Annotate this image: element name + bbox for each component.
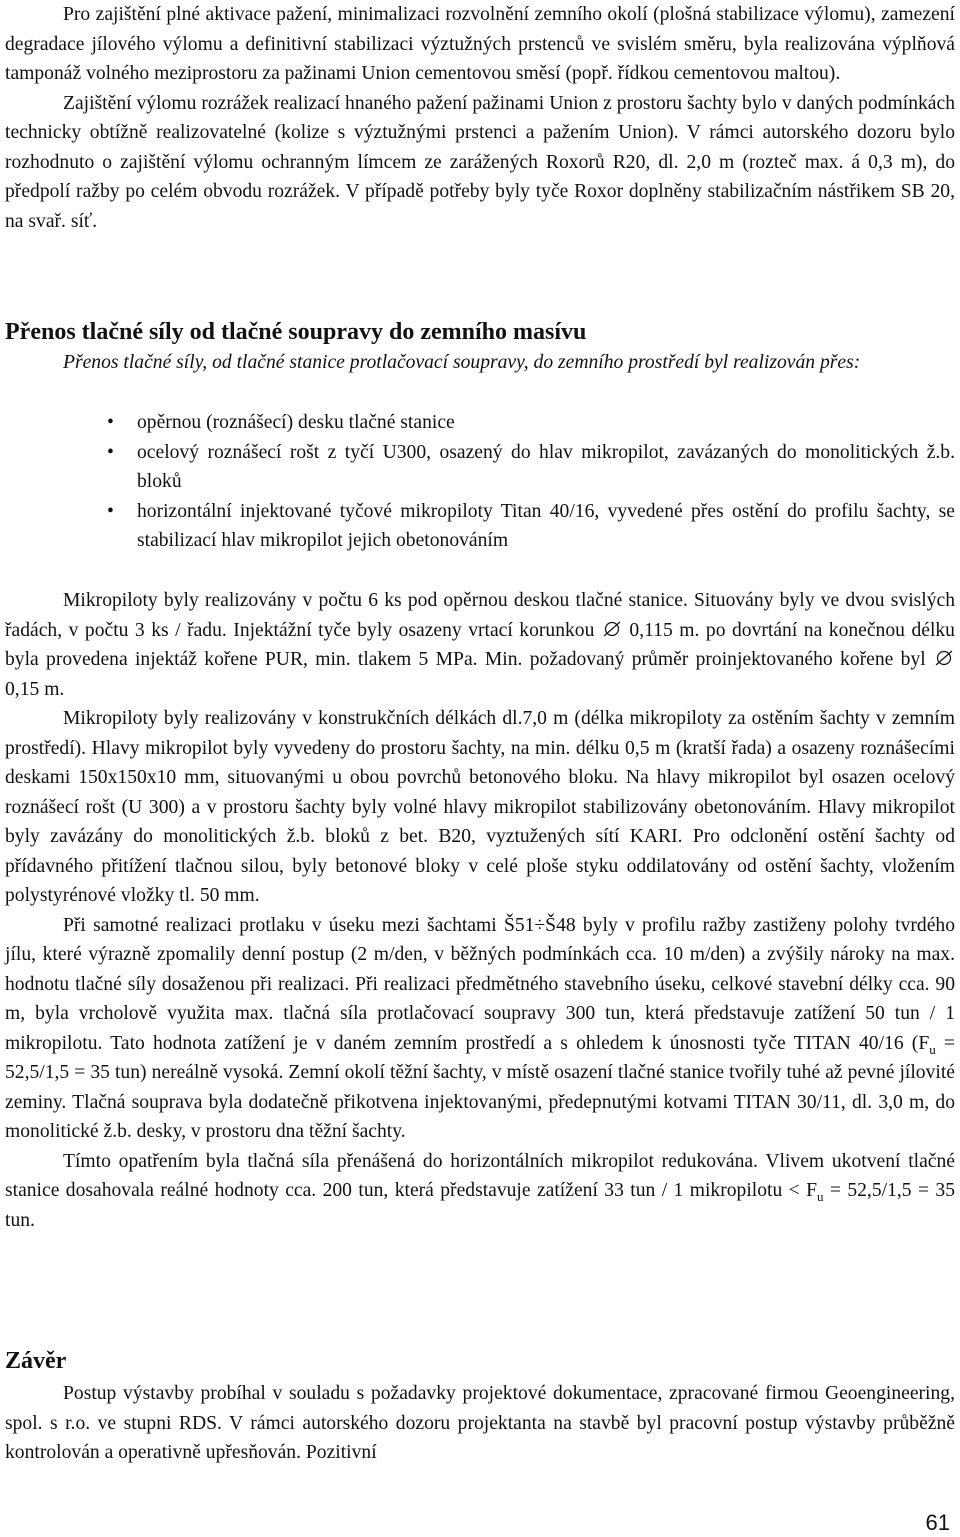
section-intro-text: Přenos tlačné síly, od tlačné stanice protlačovací soupravy, do zemního prostředí byl realizován přes: — [63, 352, 861, 373]
diameter-symbol-icon — [933, 650, 955, 666]
subscript: u — [929, 1041, 936, 1057]
paragraph-tamponaz: Pro zajištění plné aktivace pažení, minimalizaci rozvolnění zemního okolí (plošná stabilizace výlomu), zamezení degradace jílového výlomu a definitivní stabilizaci výztužných prstenců ve svislém směru, byla realizována výplňová tamponáž volného meziprostoru za pažinami Union cementovou směsí (popř. řídkou cementovou maltou). — [5, 4, 955, 84]
intro-text-block — [5, 0, 955, 236]
list-item-text: ocelový roznášecí rošt z tyčí U300, osazený do hlav mikropilot, zavázaných do monolitických ž.b. bloků — [137, 441, 955, 492]
paragraph-text: Při samotné realizaci protlaku v úseku mezi šachtami Š51÷Š48 byly v profilu ražby zastiženy polohy tvrdého jílu, které výrazně zpomalily denní postup (2 m/den, v běžných podmínkách cca. 10 m/den) a zvýšily nároky na max. hodnotu tlačné síly dosaženou při realizaci. Při realizaci předmětného stavebního úseku, celkové stavební délky cca. 90 m, byla vrcholově využita max. tlačná síla protlačovací soupravy 300 tun, která představuje zatížení 50 tun / 1 mikropilotu. Tato hodnota zatížení je v daném zemním prostředí a s ohledem k únosnosti tyče TITAN 40/16 (F — [5, 914, 955, 1054]
paragraph-mikropiloty-delky: Mikropiloty byly realizovány v konstrukčních délkách dl.7,0 m (délka mikropiloty za ostěním šachty v zemním prostředí). Hlavy mikropilot byly vyvedeny do prostoru šachty, na min. délku 0,5 m (kratší řada) a osazeny roznášecími deskami 150x150x10 mm, situovanými u obou povrchů betonového bloku. Na hlavy mikropilot byl osazen ocelový roznášecí rošt (U 300) a v prostoru šachty byly volné hlavy mikropilot stabilizovány obetonováním. Hlavy mikropilot byly zavázány do monolitických ž.b. bloků z bet. B20, vyztužených sítí KARI. Pro odclonění ostění šachty od přídavného přitížení tlačnou silou, byly betonové bloky v celé ploše styku oddilatovány od ostění šachty, vložením polystyrénové vložky tl. 50 mm. — [5, 708, 955, 906]
paragraph-text: Mikropiloty byly realizovány v počtu 6 ks pod opěrnou deskou tlačné stanice. Situovány byly ve dvou svislých řadách, v počtu 3 ks / řadu. Injektážní tyče byly osazeny vrtací korunkou — [5, 590, 955, 641]
list-item-text: horizontální injektované tyčové mikropiloty Titan 40/16, vyvedené přes ostění do profilu šachty, se stabilizací hlav mikropilot jejich obetonováním — [137, 500, 955, 551]
paragraph-zaver: Postup výstavby probíhal v souladu s požadavky projektové dokumentace, zpracované firmou Geoengineering, spol. s r.o. ve stupni RDS. V rámci autorského dozoru projektanta na stavbě byl pracovní postup výstavby průběžně kontrolován a operativně upřesňován. Pozitivní — [5, 1383, 955, 1463]
paragraph-text: Tímto opatřením byla tlačná síla přenášená do horizontálních mikropilot redukována. Vlivem ukotvení tlačné stanice dosahovala reálné hodnoty cca. 200 tun, která představuje zatížení 33 tun / 1 mikropilotu < F — [5, 1150, 955, 1201]
subscript: u — [817, 1188, 824, 1204]
bullet-icon: • — [107, 500, 114, 522]
bullet-icon: • — [107, 412, 114, 433]
paragraph-realizace-protlaku — [5, 911, 955, 1147]
bullet-icon: • — [107, 441, 114, 463]
conclusion-text-block — [5, 1379, 955, 1468]
page-number: 61 — [925, 1510, 950, 1535]
paragraph-opatreni — [5, 1147, 955, 1236]
bullet-list — [0, 408, 955, 556]
section-heading-zaver: Závěr — [5, 1348, 67, 1374]
list-item — [0, 497, 955, 556]
section-heading-prenos: Přenos tlačné síly od tlačné soupravy do zemního masívu — [5, 319, 587, 345]
main-text-block — [5, 586, 955, 1235]
diameter-symbol-icon — [601, 621, 623, 637]
section-intro — [5, 348, 955, 378]
paragraph-text: = 52,5/1,5 = 35 tun. — [5, 1180, 956, 1231]
list-item-text: opěrnou (roznášecí) desku tlačné stanice — [137, 412, 455, 433]
paragraph-mikropiloty-pocet — [5, 586, 955, 704]
paragraph-text: 0,115 m. po dovrtání na konečnou délku byla provedena injektáž kořene PUR, min. tlakem 5 MPa. Min. požadovaný průměr proinjektovaného kořene byl — [5, 619, 955, 670]
paragraph-text: = 52,5/1,5 = 35 tun) nereálně vysoká. Zemní okolí těžní šachty, v místě osazení tlačné stanice tvořily tuhé až pevné jílovité zeminy. Tlačná souprava byla dodatečně přikotvena injektovanými, předepnutými kotvami TITAN 30/11, dl. 3,0 m, do monolitické ž.b. desky, v prostoru dna těžní šachty. — [5, 1032, 955, 1142]
paragraph-text: 0,15 m. — [5, 678, 65, 700]
list-item — [0, 408, 955, 438]
list-item — [0, 438, 955, 497]
paragraph-rozrazky: Zajištění výlomu rozrážek realizací hnaného pažení pažinami Union z prostoru šachty bylo v daných podmínkách technicky obtížně realizovatelné (kolize s výztužnými prstenci a pažením Union). V rámci autorského dozoru bylo rozhodnuto o zajištění výlomu ochranným límcem ze zarážených Roxorů R20, dl. 2,0 m (rozteč max. á 0,3 m), do předpolí ražby po celém obvodu rozrážek. V případě potřeby byly tyče Roxor doplněny stabilizačním nástřikem SB 20, na svař. síť. — [5, 92, 955, 232]
